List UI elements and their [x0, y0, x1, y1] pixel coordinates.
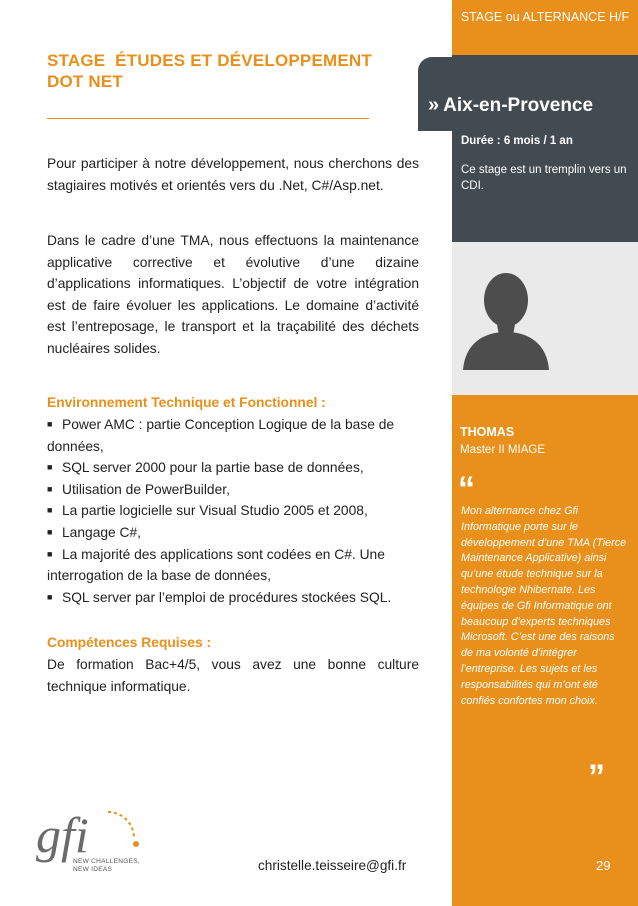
testimonial-quote: Mon alternance chez Gfi Informatique porte sur le développement d’une TMA (Tierce Maintenance Applicative) ainsi qu’une étude technique sur la technologie Nhibernate. Les équipes de Gfi Informatique ont beaucoup d’experts techniques Microsoft. C’est une des raisons de ma volonté d’intégrer l’entreprise. Les sujets et les responsabilités qui m’ont été confiés confortes mon choix.	[461, 505, 627, 707]
page-title-line-2: DOT NET	[47, 72, 124, 91]
testimonial-degree: Master II MIAGE	[460, 444, 545, 456]
logo-wordmark: gfi	[36, 808, 89, 863]
title-divider	[47, 118, 369, 119]
square-bullet-icon: ■	[47, 505, 53, 516]
logo-tagline: NEW CHALLENGES, NEW IDEAS	[73, 858, 140, 873]
square-bullet-icon: ■	[47, 591, 53, 602]
list-item: ■ Utilisation de PowerBuilder,	[47, 479, 419, 501]
intro-paragraph-2: Dans le cadre d’une TMA, nous effectuons la maintenance applicative corrective et évolutive d’une dizaine d’applications informatiques. L’objectif de votre intégration est de faire évoluer les applications. Le domaine d’activité est l’entreposage, le transport et la traçabilité des déchets nucléaires solides.	[47, 233, 419, 356]
list-item: ■ Langage C#,	[47, 522, 419, 544]
skills-heading: Compétences Requises :	[47, 635, 212, 650]
square-bullet-icon: ■	[47, 548, 53, 559]
list-item: ■ SQL server 2000 pour la partie base de données,	[47, 457, 419, 479]
city-label	[428, 93, 638, 118]
skills-text: De formation Bac+4/5, vous avez une bonne culture technique informatique.	[47, 657, 419, 694]
cdi-note: Ce stage est un tremplin vers un CDI.	[461, 164, 627, 192]
environment-list	[47, 414, 419, 608]
contact-email[interactable]: christelle.teisseire@gfi.fr	[258, 858, 407, 873]
avatar-silhouette-icon	[459, 260, 553, 370]
city-name: Aix-en-Provence	[443, 95, 594, 116]
square-bullet-icon: ■	[47, 526, 53, 537]
environment-heading: Environnement Technique et Fonctionnel :	[47, 395, 326, 410]
square-bullet-icon: ■	[47, 483, 53, 494]
page-title-line-1: STAGE ÉTUDES ET DÉVELOPPEMENT	[47, 51, 372, 70]
list-item: ■ SQL server par l’emploi de procédures stockées SQL.	[47, 587, 419, 609]
page-number: 29	[596, 858, 611, 873]
open-quote-icon: “	[458, 470, 475, 508]
stage-type-label: STAGE ou ALTERNANCE H/F	[460, 10, 630, 24]
page-title	[47, 50, 387, 92]
testimonial-name: THOMAS	[460, 425, 515, 439]
intro-paragraph-1: Pour participer à notre développement, nous cherchons des stagiaires motivés et orientés vers du .Net, C#/Asp.net.	[47, 156, 419, 193]
double-chevron-icon: »	[428, 94, 440, 116]
list-item: ■ La majorité des applications sont codées en C#. Une interrogation de la base de données,	[47, 544, 419, 587]
close-quote-icon: ”	[588, 758, 605, 796]
list-item: ■ Power AMC : partie Conception Logique de la base de données,	[47, 414, 419, 457]
duration-label: Durée : 6 mois / 1 an	[461, 135, 573, 147]
square-bullet-icon: ■	[47, 419, 53, 429]
square-bullet-icon: ■	[47, 462, 53, 473]
list-item: ■ La partie logicielle sur Visual Studio 2005 et 2008,	[47, 500, 419, 522]
